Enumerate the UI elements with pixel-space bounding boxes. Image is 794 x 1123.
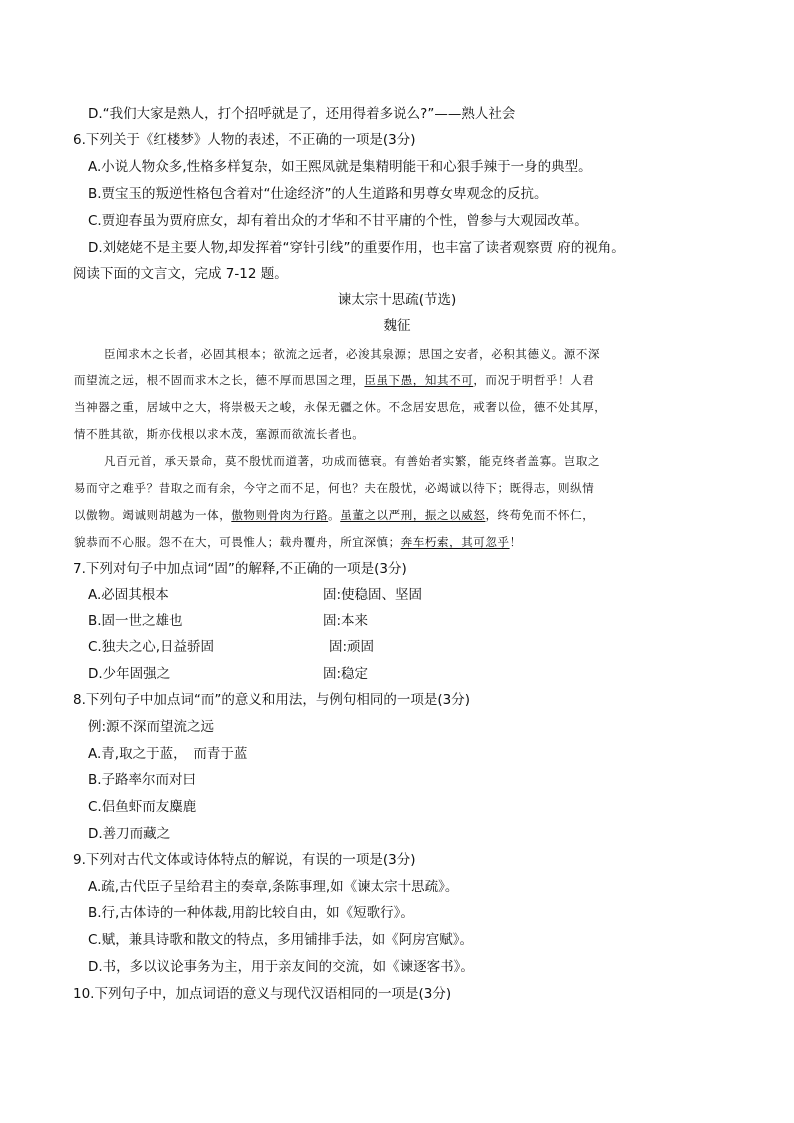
q9-option-a: A.疏,古代臣子呈给君主的奏章,条陈事理,如《谏太宗十思疏》。 (88, 879, 459, 895)
q7-gloss-b: 固:本来 (323, 613, 369, 629)
passage-author: 魏征 (383, 318, 411, 334)
q6-option-b: B.贾宝玉的叛逆性格包含着对“仕途经济”的人生道路和男尊女卑观念的反抗。 (88, 186, 548, 202)
q9-stem: 9.下列对古代文体或诗体特点的解说，有误的一项是(3分) (73, 852, 416, 868)
q9-option-c: C.赋，兼具诗歌和散文的特点，多用铺排手法，如《阿房宫赋》。 (88, 932, 473, 948)
passage-p1-line4: 情不胜其欲，斯亦伐根以求木茂，塞源而欲流长者也。 (74, 427, 365, 441)
q8-option-d: D.善刀而藏之 (88, 826, 171, 842)
underlined-sentence-3: 虽董之以严刑，振之以威怒 (340, 508, 486, 522)
underlined-sentence-1: 臣虽下愚，知其不可 (364, 373, 474, 387)
q7-option-d: D.少年固强之 (88, 666, 171, 682)
q8-stem: 8.下列句子中加点词“而”的意义和用法，与例句相同的一项是(3分) (73, 692, 470, 708)
q9-option-b: B.行,古体诗的一种体裁,用韵比较自由，如《短歌行》。 (88, 905, 414, 921)
q6-option-c: C.贾迎春虽为贾府庶女，却有着出众的才华和不甘平庸的个性，曾参与大观园改革。 (88, 213, 588, 229)
passage-p1-line3: 当神器之重，居域中之大，将崇极天之峻，永保无疆之休。不念居安思危，戒奢以俭，德不处其厚， (74, 400, 607, 414)
passage-p2-line3: 以傲物。竭诚则胡越为一体，傲物则骨肉为行路。虽董之以严刑，振之以威怒，终苟免而不怀仁， (74, 508, 595, 522)
passage-p2-line1: 凡百元首，承天景命，莫不殷忧而道著，功成而德衰。有善始者实繁，能克终者盖寡。岂取之 (104, 454, 601, 468)
q6-option-a: A.小说人物众多,性格多样复杂，如王熙凤就是集精明能干和心狠手辣于一身的典型。 (88, 159, 592, 175)
q7-option-a: A.必固其根本 (88, 587, 169, 603)
underlined-sentence-2: 傲物则骨肉为行路 (231, 508, 329, 522)
passage-p1-line1: 臣闻求木之长者，必固其根本；欲流之远者，必浚其泉源；思国之安者，必积其德义。源不深 (104, 347, 601, 361)
q6-stem: 6.下列关于《红楼梦》人物的表述，不正确的一项是(3分) (73, 132, 416, 148)
passage-p2-line4: 貌恭而不心服。怨不在大，可畏惟人；载舟覆舟，所宜深慎；奔车朽索，其可忽乎！ (74, 535, 522, 549)
q8-option-b: B.子路率尔而对曰 (88, 772, 197, 788)
q7-gloss-d: 固:稳定 (323, 666, 369, 682)
q7-gloss-a: 固:使稳固、坚固 (323, 587, 423, 603)
q8-option-c: C.侣鱼虾而友麋鹿 (88, 799, 197, 815)
q9-option-d: D.书，多以议论事务为主，用于亲友间的交流，如《谏逐客书》。 (88, 959, 474, 975)
passage-p1-line2: 而望流之远，根不固而求木之长，德不厚而思国之理，臣虽下愚，知其不可，而况于明哲乎！人君 (74, 373, 595, 387)
passage-title: 谏太宗十思疏(节选) (337, 292, 457, 308)
q8-example: 例:源不深而望流之远 (88, 719, 215, 735)
q5-option-d: D.“我们大家是熟人，打个招呼就是了，还用得着多说么?”——熟人社会 (88, 106, 516, 122)
q7-stem: 7.下列对句子中加点词“固”的解释,不正确的一项是(3分) (73, 561, 407, 577)
q7-option-b: B.固一世之雄也 (88, 613, 183, 629)
q10-stem: 10.下列句子中，加点词语的意义与现代汉语相同的一项是(3分) (73, 986, 452, 1002)
q7-gloss-c: 固:顽固 (329, 639, 375, 655)
q7-option-c: C.独夫之心,日益骄固 (88, 639, 215, 655)
reading-intro: 阅读下面的文言文，完成 7-12 题。 (73, 266, 288, 282)
q8-option-a: A.青,取之于蓝， 而青于蓝 (88, 746, 248, 762)
underlined-sentence-4: 奔车朽索，其可忽乎 (400, 535, 510, 549)
q6-option-d: D.刘姥姥不是主要人物,却发挥着“穿针引线”的重要作用，也丰富了读者观察贾 府的视角。 (88, 240, 625, 256)
passage-p2-line2: 易而守之难乎？昔取之而有余，今守之而不足，何也？夫在殷忧，必竭诚以待下；既得志，则纵情 (74, 481, 595, 495)
